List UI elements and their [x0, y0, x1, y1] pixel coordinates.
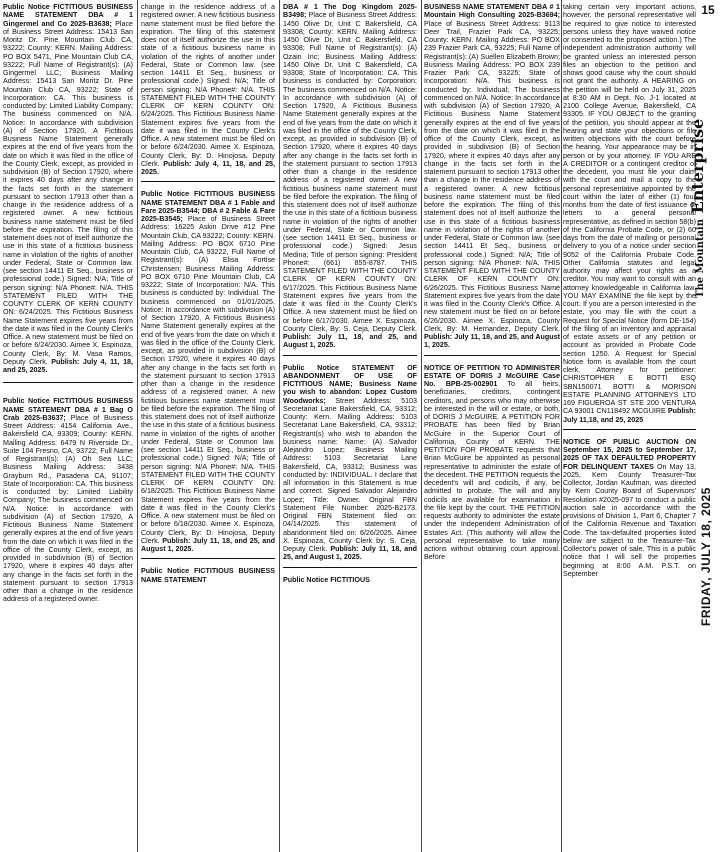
- notice-text: [141, 3, 275, 176]
- legal-notice: [141, 567, 275, 584]
- notice-separator: [563, 429, 696, 430]
- notice-separator: [141, 181, 275, 182]
- notice-text: [283, 576, 417, 584]
- notice-text: [3, 397, 133, 603]
- legal-notice: [3, 397, 133, 603]
- legal-notice: [424, 3, 560, 350]
- publish-dates: Publish: July 4, 11, 18, and 25, 2025.: [3, 357, 133, 374]
- notice-body: Street Address: 5103 Secretariat Lane Bakersfield, CA, 93312; County: Kern. Mailing Address: 5103 Secretariat Lane Bakersfield, CA, 93312; Registrant(s) who wish to abandon the business name: Name: (A) Salvador Alejandro Lopez; Business Mailing Address: 5103 Secretariat Lane Bakersfield, CA, 93312; Business was conducted by: INDIVIDUAL. I declare that all information in this Statement is true and correct. Signed Salvador Alejandro Lopez; Title: Owner. Original FBN Statement File Number: 2025-B2173. Original FBN Statement filed on: 04/14/2025. This statement of abandonment filed on: 6/26/2025. Aimee X. Espinoza, County Clerk by: S. Ceja, Deputy Clerk.: [283, 396, 417, 553]
- notice-heading: Public Notice FICTITIOUS BUSINESS NAME STATEMENT DBA # 1 Fable and Fare 2025-B3544; DBA # 2 Fable & Fare 2025-B3545;: [141, 190, 275, 223]
- notice-heading: NOTICE OF PUBLIC AUCTION ON September 15, 2025 to September 17, 2025 OF TAX DEFAULTED PROPERTY FOR DELINQUENT TAXES: [563, 437, 696, 471]
- notice-heading: Public Notice FICTITIOUS: [283, 575, 370, 584]
- notice-body: On May 13, 2025, Kern County Treasurer-Tax Collector, Jordan Kaufman, was directed by Kern County Board of Supervisors' Resolution #2025-097 to conduct a public auction sale in accordance with the provisions of Division 1, Part 6, Chapter 7 of the California Revenue and Taxation Code. The tax-defaulted properties listed below are subject to the Treasurer-Tax Collector's power of sale. This is a public notice that I will sell the properties beginning at 8:00 A.M. P.S.T. on September: [563, 462, 696, 578]
- legal-notice: [141, 190, 275, 553]
- legal-notice: [283, 576, 417, 584]
- column-5: [563, 3, 696, 851]
- legal-notice: [424, 364, 560, 562]
- issue-date-vertical: [696, 430, 718, 630]
- legal-notice: [563, 438, 696, 578]
- column-divider: [137, 0, 138, 852]
- publish-dates: Publish: July 11,18, and 25, 2025: [563, 407, 696, 424]
- publish-dates: Publish: July 11, 18, and 25, and August 1, 2025.: [283, 333, 417, 350]
- notice-text: [424, 364, 560, 562]
- column-divider: [279, 0, 280, 852]
- notice-body: taking certain very important actions, however, the personal representative will be required to give notice to interested persons unless they have waived notice or consented to the proposed action.) The independent administration authority will be granted unless an interested person files an objection to the petition and shows good cause why the court should not grant the authority. A HEARING on the petition will be held on July 31, 2025 at 8:30 AM in Dept. No. J-1 located at 2100 College Avenue, Bakersfield, CA 93305. IF YOU OBJECT to the granting of the petition, you should appear at the hearing and state your objections or file written objections with the court before the hearing. Your appearance may be in person or by your attorney. IF YOU ARE A CREDITOR or a contingent creditor of the decedent, you must file your claim with the court and mail a copy to the personal representative appointed by the court within the later of either (1) four months from the date of first issuance of letters to a general personal representative, as defined in section 58(b) of the California Probate Code, or (2) 60 days from the date of mailing or personal delivery to you of a notice under section 9052 of the California Probate Code. Other California statutes and legal authority may affect your rights as a creditor. You may want to consult with an attorney knowledgeable in California law. YOU MAY EXAMINE the file kept by the court. If you are a person interested in the estate, you may file with the court a Request for Special Notice (form DE-154) of the filing of an inventory and appraisal of estate assets or of any petition or account as provided in Probate Code section 1250. A Request for Special Notice form is available from the court clerk. Attorney for petitioner: CHRISTOPHER E BOTTI ESQ SBN150071 BOTTI & MORISON ESTATE PLANNING ATTORNEYS LTD 169 FIGUEROA ST STE 200 VENTURA CA 93001 CN118492 MCGUIRE: [563, 3, 696, 416]
- publish-dates: Publish: July 11, 18, and 25, and August 1, 2025.: [424, 333, 560, 350]
- notice-body: Place of Business Street Address: 15413 San Moritz Dr. Pine Mountain Club CA, 93222; County: KERN. Mailing Address: PO BOX 5471, Pine Mountain Club CA, 93222; Full Name of Registrant(s): (A) Gingermel LLC; Business Mailing Address: 15413 San Moritz Dr. Pine Mountain Club CA, 93222; State of Incorporation: CA. This business is conducted by: Limited Liability Company; The business commenced on N/A. Notice: In accordance with subdivision (A) of Section 17920, A Fictitious Business Name Statement generally expires at the end of five years from the date on which it was filed in the office of the County Clerk, except, as provided in subdivision (B) of Section 17920, where it expires 40 days after any change in the facts set forth in the statement pursuant to section 17913 other than a change in the residence address of a registered owner. A new fictitious business name statement must be filed before the expiration. The filing of this statement does not of itself authorize the use in this state of a fictitious business name in violation of the rights of another under Federal, State or Common law. (see section 14411 Et Seq., business or professional code.) Signed: N/A; Title of person signing: N/A Phone#: N/A. THIS STATEMENT FILED WITH THE COUNTY CLERK OF KERN COUNTY ON: 6/24/2025. This Fictitious Business Name Statement expires five years from the date it was filed in the County Clerk's Office. A new statement must be filed on or before 6/24/2030. Aimee X. Espinoza, County Clerk, By: M. Vasa Ramos, Deputy Clerk.: [3, 19, 133, 366]
- notice-body: Place of Business Street Address: 4154 California Ave., Bakersfield CA, 93309; County: KERN. Mailing Address: 6479 N Riverside Dr., Suite 104 Fresno, CA, 93722; Full Name of Registrant(s): (A) Oh Sea LLC; Business Mailing Address: 3438 Grayburn Rd., Pasadena CA, 91107; State of Incorporation: CA. This business is conducted by: Limited Liability Company; The business commenced on N/A. Notice: In accordance with subdivision (A) of Section 17920, A Fictitious Business Name Statement generally expires at the end of five years from the date on which it was filed in the office of the County Clerk, except, as provided in subdivision (B) of Section 17920, where it expires 40 days after any change in the facts set forth in the statement pursuant to section 17913 other than a change in the residence address of a registered owner.: [3, 413, 133, 604]
- column-2: [141, 3, 275, 851]
- legal-notice: [141, 3, 275, 176]
- notice-text: [563, 438, 696, 578]
- notice-heading: Public Notice STATEMENT OF ABANDONMENT OF USE OF FICTITIOUS NAME; Business Name you wish to abandon: Lopez Custom Woodworks;: [283, 363, 417, 405]
- publish-dates: Publish: July 11, 18, and 25, and August 1, 2025.: [141, 536, 275, 553]
- notice-body: To all heirs, beneficiaries, creditors, contingent creditors, and persons who may otherwise be interested in the will or estate, or both, of DORIS J McGUIRE. A PETITION FOR PROBATE has been filed by Brian McGuire in the Superior Court of California, County of KERN. THE PETITION FOR PROBATE requests that Brian McGuire be appointed as personal representative to administer the estate of the decedent. THE PETITION requests the decedent's will and codicils, if any, be admitted to probate. The will and any codicils are available for examination in the file kept by the court. THE PETITION requests authority to administer the estate under the Independent Administration of Estates Act. (This authority will allow the personal representative to take many actions without obtaining court approval. Before: [424, 380, 560, 562]
- column-1: [3, 3, 133, 851]
- column-4: [424, 3, 560, 851]
- notice-heading: Public Notice FICTITIOUS BUSINESS NAME STATEMENT: [141, 567, 275, 584]
- notice-body: Place of Business Street Address: 16225 Askin Drive #12 Pine Mountain Club, CA 93222; County: KERN. Mailing Address: PO BOX 6710 Pine Mountain Club, CA 93222, Full Name of Registrant(s): (A) Elisa Fortise Christensen; Business Mailing Address: PO BOX 6710 Pine Mountain Club, CA 93222; State of Incorporation: N/A. This business is conducted by: Individual. The business commenced on 01/01/2025. Notice: In accordance with subdivision (A) of Section 17920, A Fictitious Business Name Statement generally expires at the end of five years from the date on which it was filed in the office of the County Clerk, except, as provided in subdivision (B) of Section 17920, where it expires 40 days after any change in the facts set forth in the statement pursuant to section 17913 other than a change in the residence address of a registered owner. A new fictitious business name statement must be filed before the expiration. The filing of this statement does not of itself authorize the use in this state of a fictitious business name in violation of the rights of another under Federal, State or Common law. (see section 14411 Et Seq., business or professional code.) Signed: N/A; Title of person signing: N/A Phone#: N/A. THIS STATEMENT FILED WITH THE COUNTY CLERK OF KERN COUNTY ON: 6/18/2025. This Fictitious Business Name Statement expires five years from the date it was filed in the County Clerk's Office. A new statement must be filed on or before 6/18/2030. Aimee X. Espinoza, County Clerk, By: D. Hinojosa, Deputy Clerk.: [141, 215, 275, 545]
- notice-text: [424, 3, 560, 350]
- notice-text: [3, 3, 133, 374]
- notice-heading: DBA # 1 The Dog Kingdom 2025-B3498;: [283, 3, 417, 20]
- notice-body: change in the residence address of a registered owner. A new fictitious business name statement must be filed before the expiration. The filing of this statement does not of itself authorize the use in this state of a fictitious business name in violation of the rights of another under Federal, State or Common law. (see section 14411 Et Seq., business or professional code.) Signed: N/A; Title of person signing: N/A Phone#: N/A. THIS STATEMENT FILED WITH THE COUNTY CLERK OF KERN COUNTY ON: 6/24/2025. This Fictitious Business Name Statement expires five years from the date it was filed in the County Clerk's Office. A new statement must be filed on or before 6/24/2030. Aimee X. Espinoza, County Clerk, By: D. Hinojosa, Deputy Clerk.: [141, 3, 275, 168]
- issue-date: FRIDAY, JULY 18, 2025: [699, 487, 713, 626]
- notice-separator: [3, 382, 133, 383]
- notice-separator: [424, 355, 560, 356]
- notice-text: [283, 3, 417, 350]
- column-divider: [421, 0, 422, 852]
- legal-notice: [283, 3, 417, 350]
- column-3: [283, 3, 417, 851]
- notice-text: [283, 364, 417, 562]
- legal-notice: [3, 3, 133, 374]
- notice-body: Place of Business Street Address: 9113 Deer Trail, Frazier Park CA, 93225; County: KERN. Mailing Address: PO BOX 239 Frazier Park CA, 93225; Full Name of Registrant(s): (A) Suellen Elizabeth Brown; Business Mailing Address: PO BOX 239 Frazier Park CA, 93225; State of Incorporation: N/A. This business is conducted by: Individual; The business commenced on N/A. Notice: In accordance with subdivision (A) of Section 17920, A Fictitious Business Name Statement generally expires at the end of five years from the date on which it was filed in the office of the County Clerk, except, as provided in subdivision (B) of Section 17920, where it expires 40 days after any change in the facts set forth in the statement pursuant to section 17913 other than a change in the residence address of a registered owner. A new fictitious business name statement must be filed before the expiration. The filing of this statement does not of itself authorize the use in this state of a fictitious business name in violation of the rights of another under Federal, State or Common law. (see section 14411 Et Seq., business or professional code.) Signed: N/A; Title of person signing: N/A Phone#: N/A. THIS STATEMENT FILED WITH THE COUNTY CLERK OF KERN COUNTY ON: 6/26/2025. This Fictitious Business Name Statement expires five years from the date it was filed in the County Clerk's Office. A new statement must be filed on or before 6/26/2030. Aimee X. Espinoza, County Clerk, By: M. Hernandez, Deputy Clerk.: [424, 19, 560, 333]
- publish-dates: Publish: July 4, 11, 18, and 25, 2025.: [141, 159, 275, 176]
- legal-notice: [563, 3, 696, 424]
- notice-heading: Public Notice FICTITIOUS BUSINESS NAME STATEMENT DBA # 1 Bag O Crab 2025-B3637;: [3, 397, 133, 422]
- notice-text: [141, 190, 275, 553]
- notice-heading: NOTICE OF PETITION TO ADMINISTER ESTATE OF DORIS J McGUIRE Case No. BPB-25-002901: [424, 363, 560, 388]
- page-number: 15: [701, 3, 715, 17]
- column-divider: [561, 0, 562, 852]
- masthead-small: The Mountain: [695, 218, 706, 298]
- notice-heading: BUSINESS NAME STATEMENT DBA # 1 Mountain High Consulting 2025-B3694;: [424, 3, 560, 20]
- notice-text: [141, 567, 275, 584]
- publish-dates: Publish: July 11, 18, and 25, and August 1, 2025.: [283, 545, 417, 562]
- notice-heading: Public Notice FICTITIOUS BUSINESS NAME STATEMENT DBA # 1 Gingermel and Co 2025-B3638;: [3, 3, 133, 28]
- masthead-large: Enterprise: [688, 118, 707, 214]
- legal-notice: [283, 364, 417, 562]
- notice-separator: [283, 355, 417, 356]
- notice-separator: [141, 558, 275, 559]
- notice-text: [563, 3, 696, 424]
- notice-body: Place of Business Street Address: 1450 Olive Dr, Unit C Bakersfield, CA 93308; County: KERN. Mailing Address: 1450 Olive Dr, Unit C Bakersfield, CA 93308; Full Name of Registrant(s): (A) Ozain Inc; Business Mailing Address: 1450 Olive Dr, Unit C Bakersfield, CA 93308; State of Incorporation: CA. This business is conducted by: Corporation; The business commenced on N/A. Notice: In accordance with subdivision (A) of Section 17920, A Fictitious Business Name Statement generally expires at the end of five years from the date on which it was filed in the office of the County Clerk, except, as provided in subdivision (B) of Section 17920, where it expires 40 days after any change in the facts set forth in the statement pursuant to section 17913 other than a change in the residence address of a registered owner. A new fictitious business name statement must be filed before the expiration. The filing of this statement does not of itself authorize the use in this state of a fictitious business name in violation of the rights of another under Federal, State or Common law. (see section 14411 Et Seq., business or professional code.) Signed: Jesus Medina; Title of person signing: President Phone#: (661) 855-8787. THIS STATEMENT FILED WITH THE COUNTY CLERK OF KERN COUNTY ON: 6/17/2025. This Fictitious Business Name Statement expires five years from the date it was filed in the County Clerk's Office. A new statement must be filed on or before 6/17/2030. Aimee X. Espinoza, County Clerk, By: S. Ceja, Deputy Clerk.: [283, 11, 417, 333]
- notice-separator: [283, 567, 417, 568]
